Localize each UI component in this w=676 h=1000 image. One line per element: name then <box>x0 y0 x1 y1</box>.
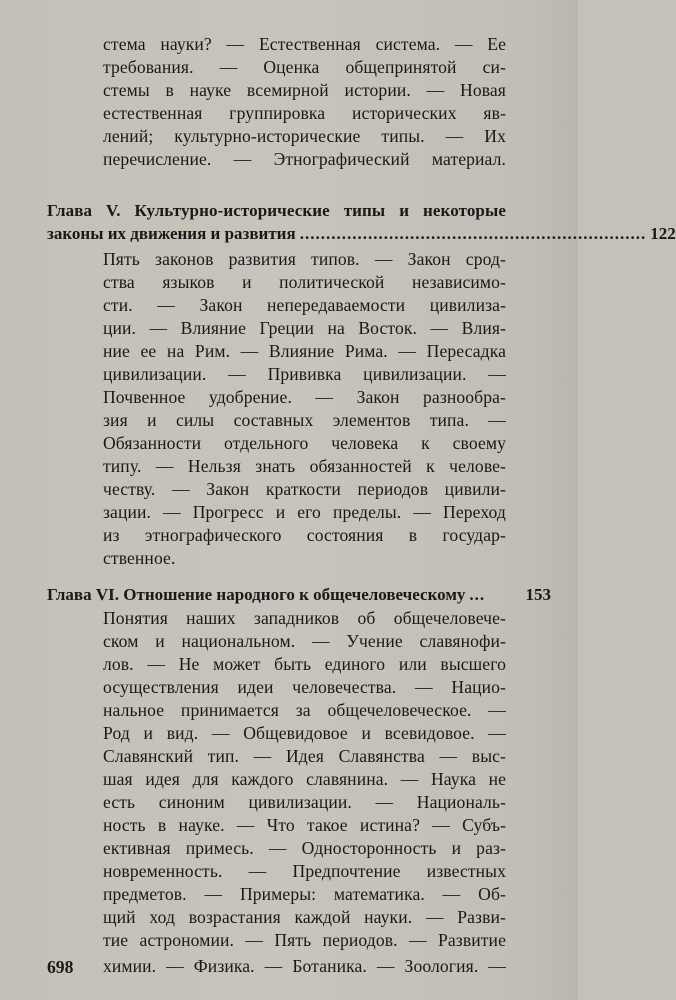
text-line: зации. — Прогресс и его пределы. — Переход <box>103 502 506 522</box>
text-line: ние ее на Рим. — Влияние Рима. — Пересадка <box>103 341 506 361</box>
text-line: щий ход возрастания каждой науки. — Разви- <box>103 907 506 927</box>
text-line: Почвенное удобрение. — Закон разнообра- <box>103 387 506 407</box>
text-line: сти. — Закон непередаваемости цивилиза- <box>103 295 506 315</box>
text-line: ства языков и политической независимо- <box>103 272 506 292</box>
text-line: Род и вид. — Общевидовое и всевидовое. — <box>103 723 506 743</box>
toc-entry-row <box>47 223 676 245</box>
chapter-heading: Глава V. Культурно-исторические типы и некоторые <box>47 201 506 220</box>
toc-entry-row <box>47 584 551 606</box>
leader-dots: .................................................................. <box>299 224 647 243</box>
text-line: ции. — Влияние Греции на Восток. — Влия- <box>103 318 506 338</box>
chapter-heading: Глава VI. Отношение народного к общечеловеческому <box>47 585 466 604</box>
text-line: шая идея для каждого славянина. — Наука не <box>103 769 506 789</box>
text-line: новременность. — Предпочтение известных <box>103 861 506 881</box>
text-line: требования. — Оценка общепринятой си- <box>103 57 506 77</box>
text-line: цивилизации. — Прививка цивилизации. — <box>103 364 506 384</box>
text-line: тие астрономии. — Пять периодов. — Развитие <box>103 930 506 950</box>
chapter-heading-continued: законы их движения и развития <box>47 224 296 243</box>
text-line: Славянский тип. — Идея Славянства — выс- <box>103 746 506 766</box>
text-line: осуществления идеи человечества. — Нацио- <box>103 677 506 697</box>
text-line: Обязанности отдельного человека к своему <box>103 433 506 453</box>
text-line: ность в науке. — Что такое истина? — Субъ- <box>103 815 506 835</box>
text-line: зия и силы составных элементов типа. — <box>103 410 506 430</box>
text-line: Пять законов развития типов. — Закон срод- <box>103 249 506 269</box>
chapter-page-number: 122 <box>650 224 676 243</box>
text-line: стема науки? — Естественная система. — Ее <box>103 34 506 54</box>
page-number: 698 <box>47 957 74 977</box>
text-line: нальное принимается за общечеловеческое. — <box>103 700 506 720</box>
text-line: химии. — Физика. — Ботаника. — Зоология. — <box>103 956 506 976</box>
text-line: предметов. — Примеры: математика. — Об- <box>103 884 506 904</box>
text-line: перечисление. — Этнографический материал. <box>103 149 506 169</box>
text-line: лов. — Не может быть единого или высшего <box>103 654 506 674</box>
text-line: естественная группировка исторических яв- <box>103 103 506 123</box>
text-line: типу. — Нельзя знать обязанностей к челове- <box>103 456 506 476</box>
text-line: есть синоним цивилизации. — Националь- <box>103 792 506 812</box>
text-line: Понятия наших западников об общечеловече- <box>103 608 506 628</box>
text-line: честву. — Закон краткости периодов цивили- <box>103 479 506 499</box>
chapter-page-number: 153 <box>525 585 551 604</box>
text-line: стемы в науке всемирной истории. — Новая <box>103 80 506 100</box>
text-line: ственное. <box>103 548 176 568</box>
text-line: лений; культурно-исторические типы. — Их <box>103 126 506 146</box>
text-line: из этнографического состояния в государ- <box>103 525 506 545</box>
text-line: ском и национальном. — Учение славянофи- <box>103 631 506 651</box>
text-line: ективная примесь. — Односторонность и раз- <box>103 838 506 858</box>
leader-dots: ... <box>469 585 486 604</box>
